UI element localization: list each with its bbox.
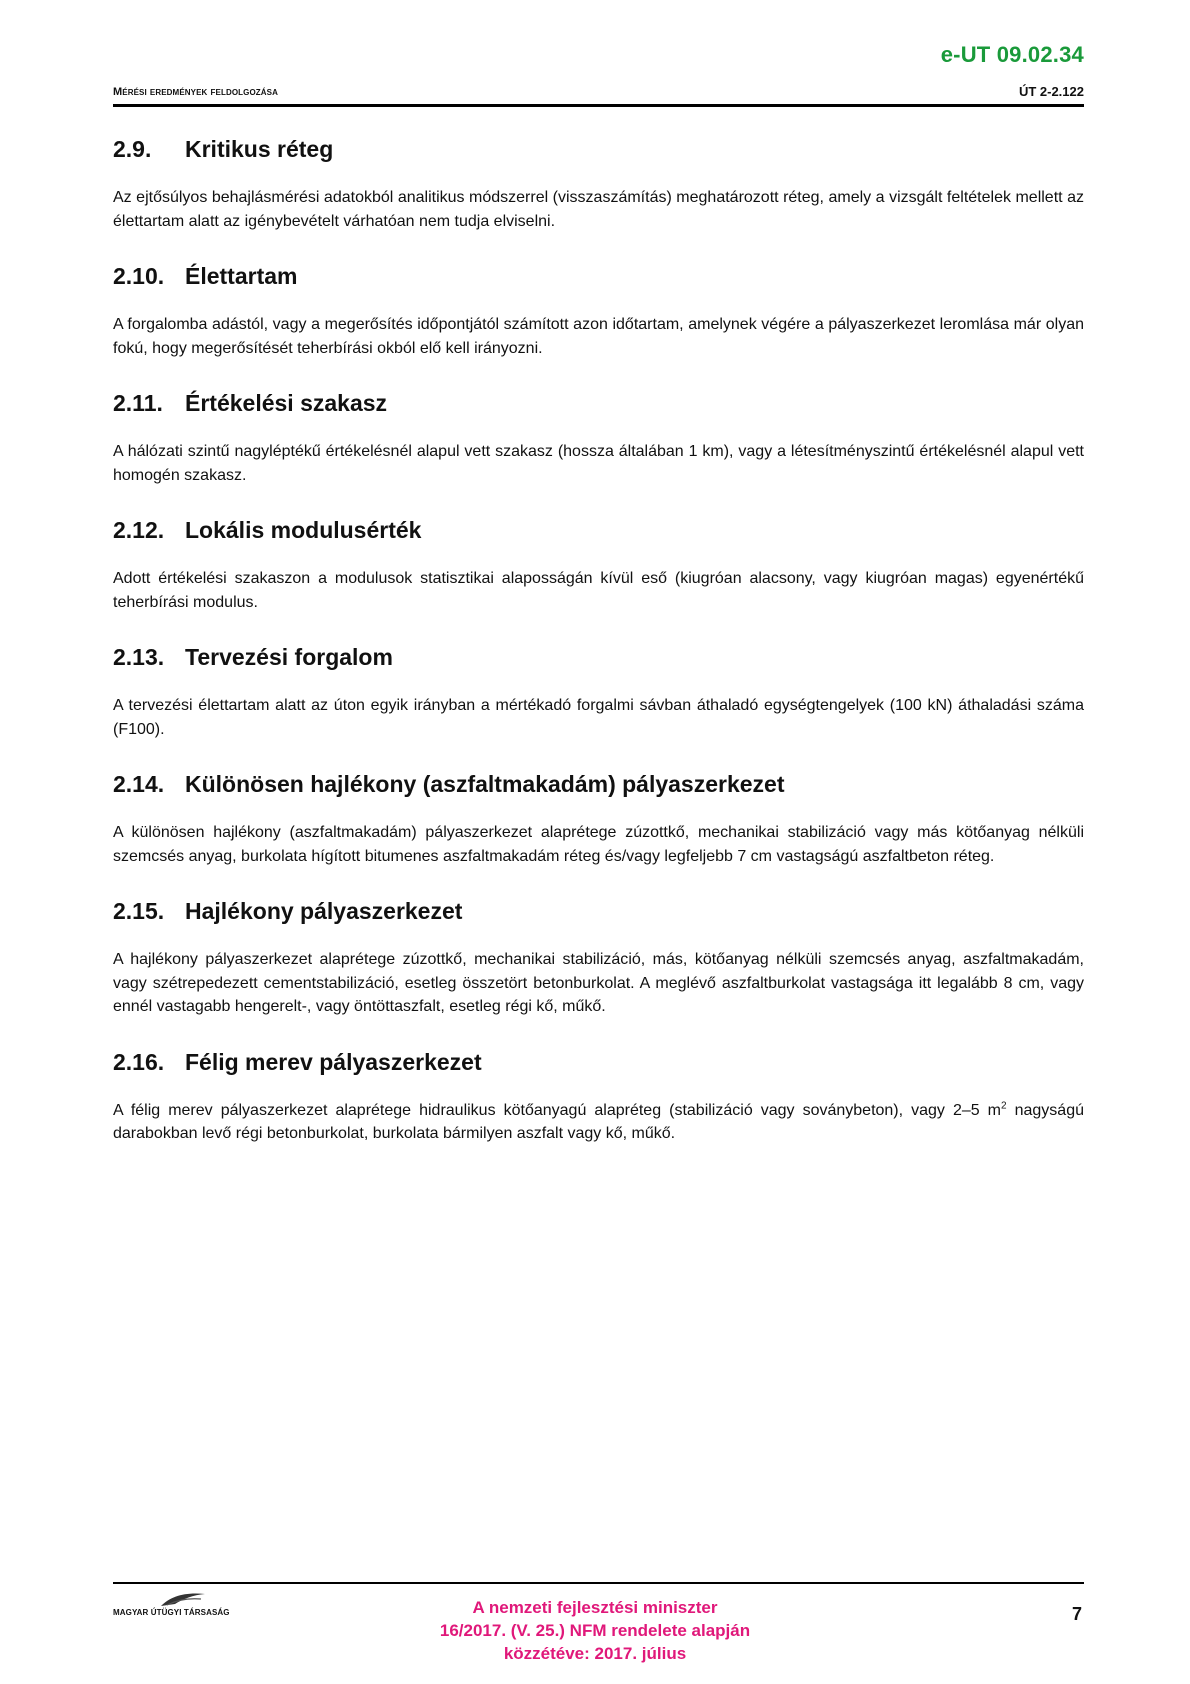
- section-heading: [113, 261, 1084, 291]
- section-2-14: [113, 769, 1084, 868]
- page-header: [113, 84, 1084, 107]
- section-number: 2.12.: [113, 517, 165, 543]
- footer-line-3: közzétéve: 2017. július: [503, 1644, 687, 1663]
- main-content: [113, 134, 1084, 1174]
- section-title: Kritikus réteg: [185, 136, 334, 162]
- section-number: 2.11.: [113, 390, 163, 416]
- section-2-11: [113, 388, 1084, 487]
- section-number: 2.14.: [113, 771, 165, 797]
- publisher-name: MAGYAR ÚTÜGYI TÁRSASÁG: [113, 1608, 230, 1617]
- footer-divider: [113, 1582, 1084, 1584]
- section-title: Tervezési forgalom: [185, 644, 393, 670]
- section-body-part: A félig merev pályaszerkezet alaprétege hidraulikus kötőanyagú alapréteg (stabilizáció vagy soványbeton), vagy 2–5 m: [113, 1101, 1001, 1119]
- section-heading: [113, 515, 1084, 545]
- section-title: Különösen hajlékony (aszfaltmakadám) pályaszerkezet: [185, 771, 785, 797]
- section-heading: [113, 896, 1084, 926]
- section-title: Lokális modulusérték: [185, 517, 422, 543]
- document-code: e-UT 09.02.34: [940, 42, 1084, 67]
- section-2-10: [113, 261, 1084, 360]
- superscript: 2: [1001, 1100, 1007, 1112]
- footer-publication-note: [0, 1596, 1190, 1665]
- section-body: A hálózati szintű nagyléptékű értékelésnél alapul vett szakasz (hossza általában 1 km), vagy a létesítményszintű értékelésnél alapul vett homogén szakasz.: [113, 443, 1084, 484]
- section-body: [113, 1099, 1084, 1146]
- section-2-16: [113, 1047, 1084, 1146]
- header-title: Mérési eredmények feldolgozása: [113, 86, 278, 98]
- section-2-15: [113, 896, 1084, 1019]
- section-2-12: [113, 515, 1084, 614]
- section-title: Élettartam: [185, 263, 298, 289]
- section-body: A tervezési élettartam alatt az úton egyik irányban a mértékadó forgalmi sávban áthaladó egységtengelyek (100 kN) áthaladási száma (F100).: [113, 697, 1084, 738]
- section-title: Félig merev pályaszerkezet: [185, 1048, 482, 1075]
- section-title: Hajlékony pályaszerkezet: [185, 898, 463, 924]
- section-number: 2.9.: [113, 136, 152, 162]
- section-body: Az ejtősúlyos behajlásmérési adatokból analitikus módszerrel (visszaszámítás) meghatározott réteg, amely a vizsgált feltételek mellett az élettartam alatt az igénybevételt várhatóan nem tudja elviselni.: [113, 189, 1084, 230]
- section-heading: [113, 642, 1084, 672]
- section-body: Adott értékelési szakaszon a modulusok statisztikai alaposságán kívül eső (kiugróan alacsony, vagy kiugróan magas) egyenértékű teherbírási modulus.: [113, 570, 1084, 611]
- section-2-9: [113, 134, 1084, 233]
- section-body: A hajlékony pályaszerkezet alaprétege zúzottkő, mechanikai stabilizáció, más, kötőanyag nélküli szemcsés anyag, aszfaltmakadám, vagy szétrepedezett cementstabilizáció, esetleg összetört betonburkolat. A meglévő aszfaltburkolat vastagsága itt legalább 8 cm, vagy ennél vastagabb hengerelt-, vagy öntöttaszfalt, esetleg régi kő, műkő.: [113, 951, 1084, 1015]
- section-body-part: nagyságú darabokban levő régi betonburkolat, burkolata bármilyen aszfalt vagy kő, műkő.: [113, 1101, 1084, 1142]
- section-number: 2.15.: [113, 898, 165, 924]
- section-heading: [113, 769, 1084, 799]
- header-standard-code: ÚT 2-2.122: [1018, 84, 1084, 99]
- section-heading: [113, 1047, 1084, 1077]
- page-number: 7: [1071, 1604, 1082, 1624]
- section-number: 2.13.: [113, 644, 165, 670]
- section-2-13: [113, 642, 1084, 741]
- footer-line-1: A nemzeti fejlesztési miniszter: [472, 1598, 718, 1617]
- section-body: A különösen hajlékony (aszfaltmakadám) pályaszerkezet alaprétege zúzottkő, mechanikai stabilizáció vagy más kötőanyag nélküli szemcsés anyag, burkolata hígított bitumenes aszfaltmakadám réteg és/vagy legfeljebb 7 cm vastagságú aszfaltbeton réteg.: [113, 824, 1084, 865]
- section-body: A forgalomba adástól, vagy a megerősítés időpontjától számított azon időtartam, amelynek végére a pályaszerkezet leromlása már olyan fokú, hogy megerősítését teherbírási okból elő kell irányozni.: [113, 316, 1084, 357]
- section-heading: [113, 134, 1084, 164]
- section-title: Értékelési szakasz: [185, 390, 388, 416]
- section-number: 2.10.: [113, 263, 165, 289]
- section-heading: [113, 388, 1084, 418]
- footer-line-2: 16/2017. (V. 25.) NFM rendelete alapján: [439, 1621, 751, 1640]
- section-number: 2.16.: [113, 1048, 165, 1075]
